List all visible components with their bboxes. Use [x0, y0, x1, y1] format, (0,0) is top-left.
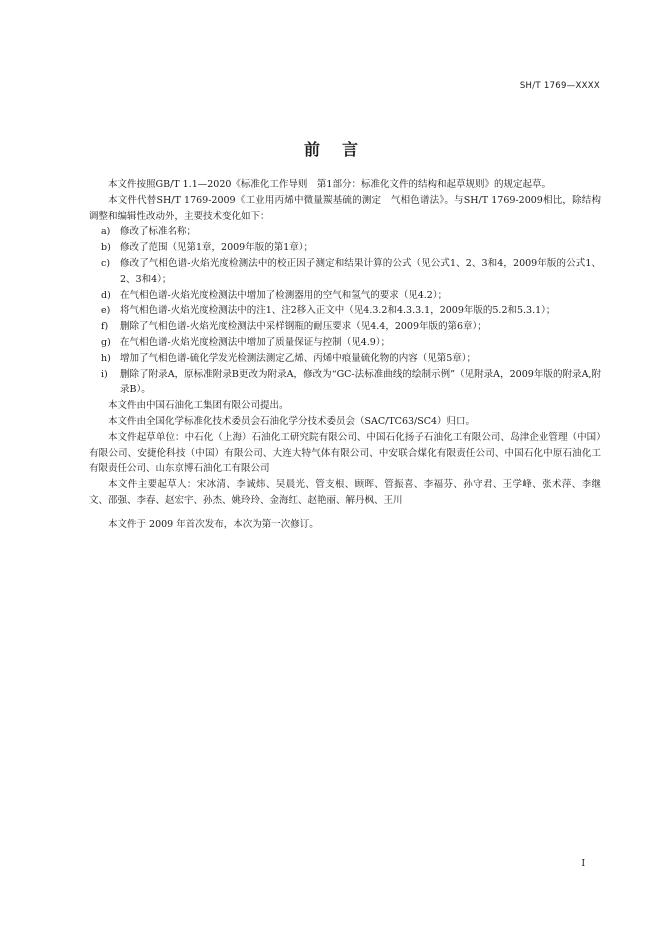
list-item-text: 修改了气相色谱-火焰光度检测法中的校正因子测定和结果计算的公式（见公式1、2、3和4，2009年版的公式1、2、3和4）；: [120, 257, 601, 285]
list-item-text: 在气相色谱-火焰光度检测法中增加了检测器用的空气和氢气的要求（见4.2）；: [120, 289, 448, 301]
paragraph-drafting-units: 本文件起草单位：中石化（上海）石油化工研究院有限公司、中国石化扬子石油化工有限公司、岛津企业管理（中国）有限公司、安捷伦科技（中国）有限公司、大连大特气体有限公司、中安联合煤化有限责任公司、中国石化中原石油化工有限责任公司、山东京博石油化工有限公司: [89, 431, 601, 475]
paragraph-technical-committee: 本文件由全国化学标准化技术委员会石油化学分技术委员会（SAC/TC63/SC4）归口。: [108, 415, 476, 427]
page-number: I: [581, 859, 585, 869]
document-code: SH/T 1769—XXXX: [519, 81, 600, 91]
list-marker: h): [101, 352, 111, 364]
list-item: [89, 256, 601, 288]
paragraph-drafters: 本文件主要起草人：宋冰清、李诚炜、吴晨光、管支根、顾晖、管振喜、李福芬、孙守君、王学峰、张术萍、李继文、邵强、李春、赵宏宇、孙杰、姚玲玲、金海红、赵艳丽、解丹枫、王川: [89, 479, 601, 506]
list-marker: b): [101, 242, 111, 254]
list-item-text: 将气相色谱-火焰光度检测法中的注1、注2移入正文中（见4.3.2和4.3.3.1，2009年版的5.2和5.3.1）；: [120, 305, 556, 317]
list-item-text: 删除了气相色谱-火焰光度检测法中采样钢瓶的耐压要求（见4.4，2009年版的第6章）；: [120, 321, 487, 333]
list-item: [89, 224, 601, 240]
paragraph-proposer: 本文件由中国石油化工集团有限公司提出。: [108, 400, 289, 412]
list-item: [89, 240, 601, 256]
paragraph-replacement: 本文件代替SH/T 1769-2009《工业用丙烯中微量羰基硫的测定 气相色谱法》。与SH/T 1769-2009相比，除结构调整和编辑性改动外，主要技术变化如下：: [89, 194, 601, 222]
list-marker: d): [101, 289, 111, 301]
list-item-text: 修改了标准名称；: [120, 226, 197, 238]
list-marker: c): [101, 257, 111, 269]
list-item: [89, 319, 601, 335]
list-item: [89, 303, 601, 319]
paragraph-publication-history: 本文件于 2009 年首次发布，本次为第一次修订。: [108, 518, 319, 530]
list-item-text: 删除了附录A，原标准附录B更改为附录A，修改为“GC-法标准曲线的绘制示例”（见附录A，2009年版的附录A,附录B）。: [120, 368, 601, 396]
list-marker: e): [101, 305, 111, 317]
list-item-text: 修改了范围（见第1章，2009年版的第1章）；: [120, 242, 314, 254]
list-item: [89, 288, 601, 304]
paragraph-drafting-rules: 本文件按照GB/T 1.1—2020《标准化工作导则 第1部分：标准化文件的结构和起草规则》的规定起草。: [108, 179, 551, 190]
list-item-text: 增加了气相色谱-硫化学发光检测法测定乙烯、丙烯中痕量硫化物的内容（见第5章）；: [120, 352, 477, 364]
list-item: [89, 335, 601, 351]
changes-list: [89, 224, 601, 398]
list-item: [89, 367, 601, 399]
list-marker: i): [101, 368, 108, 380]
page-title: 前言: [303, 140, 380, 159]
foreword-body: [89, 177, 601, 533]
list-marker: a): [101, 226, 111, 238]
list-item: [89, 351, 601, 367]
list-marker: f): [101, 321, 109, 333]
list-item-text: 在气相色谱-火焰光度检测法中增加了质量保证与控制（见4.9）；: [120, 336, 391, 348]
list-marker: g): [101, 336, 111, 348]
